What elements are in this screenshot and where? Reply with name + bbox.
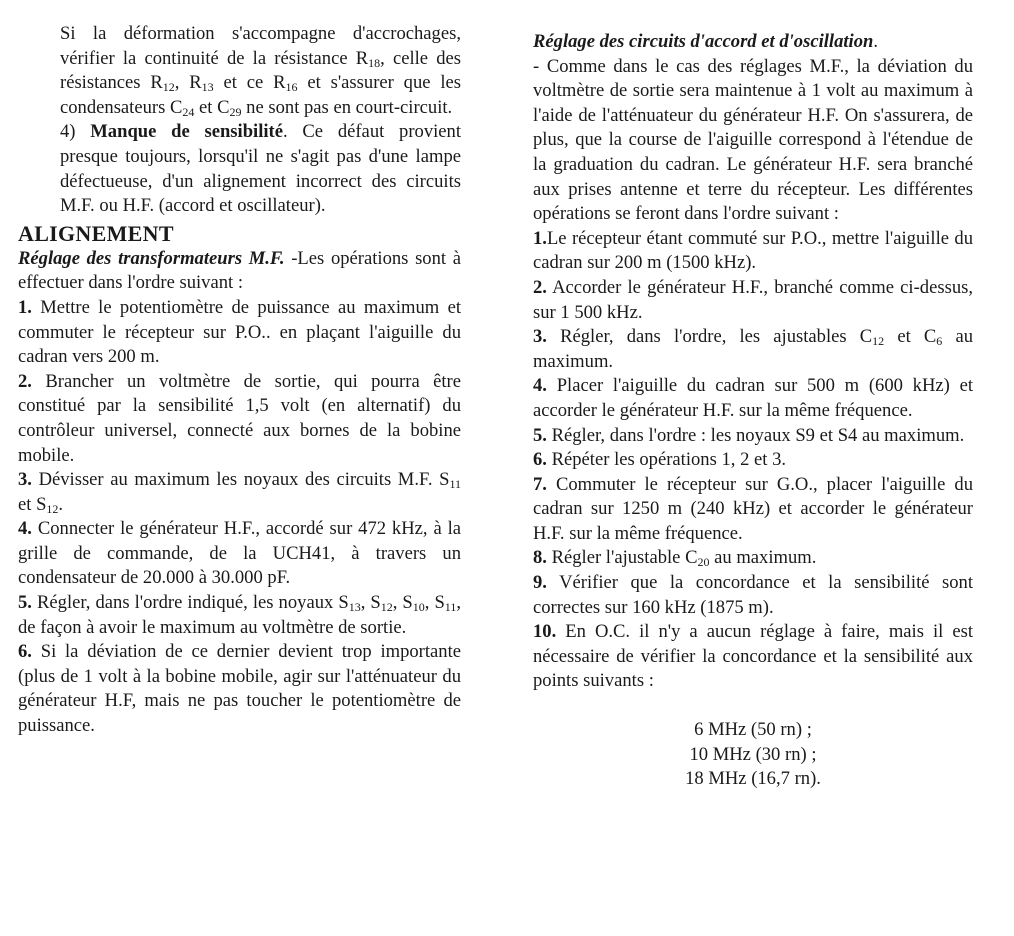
- hf-section-title: Réglage des circuits d'accord et d'oscillation.: [533, 31, 878, 52]
- hf-step-4: 4. Placer l'aiguille du cadran sur 500 m (600 kHz) et accorder le générateur H.F. sur la même fréquence.: [533, 375, 973, 421]
- hf-step-7: 7. Commuter le récepteur sur G.O., placer l'aiguille du cadran sur 1250 m (240 kHz) et accorder le générateur H.F. sur la même fréquence.: [533, 473, 973, 544]
- mf-step-6: 6. Si la déviation de ce dernier devient trop importante (plus de 1 volt à la bobine mobile, agir sur l'atténuateur du générateur H.F, mais ne pas toucher le potentiomètre de puissance.: [18, 641, 461, 737]
- frequency-point: 10 MHz (30 rn) ;: [689, 743, 817, 765]
- alignment-heading: ALIGNEMENT: [18, 220, 174, 246]
- mf-step-2: 2. Brancher un voltmètre de sortie, qui pourra être constitué par la sensibilité 1,5 volt (en alternatif) du contrôleur universel, connecté aux bornes de la bobine mobile.: [18, 370, 461, 466]
- hf-section-intro: - Comme dans le cas des réglages M.F., la déviation du voltmètre de sortie sera maintenue à 1 volt au maximum à l'aide de l'atténuateur du générateur H.F. On s'assurera, de plus, que la course de l'aiguille correspond à l'étendue de la graduation du cadran. Le générateur H.F. sera branché aux prises antenne et terre du récepteur. Les différentes opérations se feront dans l'ordre suivant :: [533, 55, 973, 225]
- mf-section-intro: Réglage des transformateurs M.F. -Les opérations sont à effectuer dans l'ordre suivant :: [18, 247, 461, 294]
- hf-step-2: 2. Accorder le générateur H.F., branché comme ci-dessus, sur 1 500 kHz.: [533, 276, 973, 323]
- sensitivity-paragraph: 4) Manque de sensibilité. Ce défaut provient presque toujours, lorsqu'il ne s'agit pas d'une lampe défectueuse, d'un alignement incorrect des circuits M.F. ou H.F. (accord et oscillateur).: [60, 121, 461, 217]
- mf-step-1: 1. Mettre le potentiomètre de puissance au maximum et commuter le récepteur sur P.O.. en plaçant l'aiguille du cadran vers 200 m.: [18, 296, 461, 368]
- hf-step-10: 10. En O.C. il n'y a aucun réglage à faire, mais il est nécessaire de vérifier la concordance et la sensibilité aux points suivants :: [533, 621, 973, 692]
- hf-step-9: 9. Vérifier que la concordance et la sensibilité sont correctes sur 160 kHz (1875 m).: [533, 572, 973, 618]
- mf-step-5: 5. Régler, dans l'ordre indiqué, les noyaux $S_{13}$, $S_{12}$, $S_{10}$, $S_{11}$, de façon à avoir le maximum au voltmètre de sortie.: [18, 592, 461, 638]
- left-column: [18, 22, 461, 739]
- frequency-point: 6 MHz (50 rn) ;: [694, 719, 812, 741]
- mf-step-3: 3. Dévisser au maximum les noyaux des circuits M.F. $S_{11}$ et $S_{12}$.: [18, 469, 461, 516]
- hf-step-6: 6. Répéter les opérations 1, 2 et 3.: [533, 449, 787, 471]
- intro-paragraph: Si la déformation s'accompagne d'accrochages, vérifier la continuité de la résistance $R_{18}$, celle des résistances $R_{12}$, $R_{13}$ et ce $R_{16}$ et s'assurer que les condensateurs $C_{24}$ et $C_{29}$ ne sont pas en court-circuit.: [60, 23, 461, 119]
- frequency-points: [533, 718, 973, 792]
- hf-step-3: 3. Régler, dans l'ordre, les ajustables $C_{12}$ et $C_6$ au maximum.: [533, 326, 973, 372]
- frequency-point: 18 MHz (16,7 rn).: [685, 768, 821, 790]
- intro-block: [18, 22, 461, 219]
- hf-step-8: 8. Régler l'ajustable $C_{20}$ au maximum.: [533, 547, 817, 570]
- mf-step-4: 4. Connecter le générateur H.F., accordé sur 472 kHz, à la grille de commande, de la UCH41, à travers un condensateur de 20.000 à 30.000 pF.: [18, 518, 461, 589]
- hf-step-5: 5. Régler, dans l'ordre : les noyaux S9 et S4 au maximum.: [533, 424, 965, 446]
- right-column: [533, 30, 973, 792]
- hf-step-1: 1.Le récepteur étant commuté sur P.O., mettre l'aiguille du cadran sur 200 m (1500 kHz).: [533, 227, 973, 274]
